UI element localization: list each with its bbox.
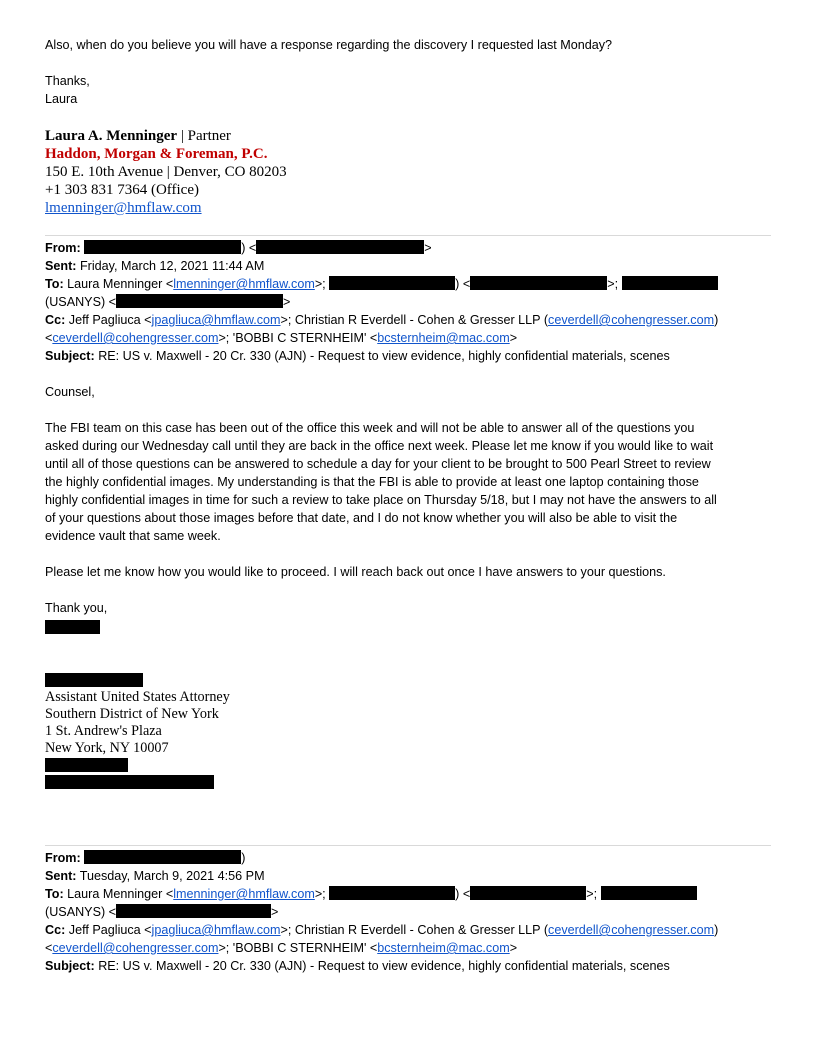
cc-label: Cc: — [45, 923, 66, 937]
sent-label: Sent: — [45, 869, 77, 883]
from-label: From: — [45, 851, 81, 865]
subject-line — [45, 347, 771, 365]
redaction — [45, 775, 214, 789]
redaction — [45, 673, 143, 687]
to-text: > — [271, 905, 279, 919]
signature-email-link[interactable]: lmenninger@hmflaw.com — [45, 200, 202, 216]
cc-line-2 — [45, 939, 771, 957]
paragraph-line: the highly confidential images. My understanding is that the FBI is able to provide at least one laptop containing those — [45, 475, 699, 489]
cc-text: ) — [714, 923, 719, 937]
subject-text: RE: US v. Maxwell - 20 Cr. 330 (AJN) - Request to view evidence, highly confidential materials, scenes — [98, 349, 670, 363]
redaction — [601, 886, 697, 900]
paragraph-line: evidence vault that same week. — [45, 529, 221, 543]
to-email-link[interactable]: lmenninger@hmflaw.com — [173, 277, 315, 291]
to-label: To: — [45, 277, 64, 291]
to-email-link[interactable]: lmenninger@hmflaw.com — [173, 887, 315, 901]
paragraph-line: until all of those questions can be answered to schedule a day for your client to be brought to 500 Pearl Street to review — [45, 457, 711, 471]
cc-text: < — [45, 941, 53, 955]
email-header-1 — [45, 239, 771, 365]
to-text: >; — [314, 277, 330, 291]
subject-line — [45, 957, 771, 975]
to-line — [45, 885, 771, 903]
cc-email-link[interactable]: ceverdell@cohengresser.com — [52, 331, 219, 345]
redaction — [84, 850, 241, 864]
to-line-2 — [45, 903, 771, 921]
cc-email-link[interactable]: bcsternheim@mac.com — [377, 941, 510, 955]
cc-line — [45, 311, 771, 329]
redaction — [470, 886, 586, 900]
cc-email-link[interactable]: bcsternheim@mac.com — [377, 331, 510, 345]
to-text: Laura Menninger < — [67, 887, 174, 901]
signature-firm: Haddon, Morgan & Foreman, P.C. — [45, 146, 268, 162]
cc-text: Jeff Pagliuca < — [68, 313, 152, 327]
to-text: ) < — [455, 277, 471, 291]
from-end: > — [424, 241, 432, 255]
redaction — [622, 276, 718, 290]
from-separator: ) < — [241, 241, 257, 255]
signature-address: 150 E. 10th Avenue | Denver, CO 80203 — [45, 164, 287, 180]
redaction — [470, 276, 607, 290]
redaction — [116, 294, 283, 308]
cc-text: >; Christian R Everdell - Cohen & Gresser LLP ( — [280, 313, 549, 327]
cc-email-link[interactable]: ceverdell@cohengresser.com — [548, 923, 715, 937]
cc-text: < — [45, 331, 53, 345]
signature-title: Partner — [187, 128, 231, 144]
cc-line-2 — [45, 329, 771, 347]
cc-text: >; 'BOBBI C STERNHEIM' < — [218, 331, 378, 345]
paragraph-line: asked during our Wednesday call until they are back in the office next week. Please let me know if you would like to wait — [45, 439, 714, 453]
to-text: > — [283, 295, 291, 309]
divider — [45, 845, 771, 846]
cc-email-link[interactable]: jpagliuca@hmflaw.com — [151, 313, 281, 327]
redaction — [84, 240, 241, 254]
sent-date: Friday, March 12, 2021 11:44 AM — [79, 259, 265, 273]
cc-text: >; 'BOBBI C STERNHEIM' < — [218, 941, 378, 955]
redaction — [116, 904, 271, 918]
cc-label: Cc: — [45, 313, 66, 327]
ausa-city: New York, NY 10007 — [45, 740, 169, 756]
redaction — [329, 886, 455, 900]
to-text: ) < — [455, 887, 471, 901]
ausa-street: 1 St. Andrew's Plaza — [45, 723, 162, 739]
cc-email-link[interactable]: ceverdell@cohengresser.com — [548, 313, 715, 327]
from-end: ) — [241, 851, 246, 865]
to-text: Laura Menninger < — [67, 277, 174, 291]
cc-text: > — [509, 941, 518, 955]
subject-text: RE: US v. Maxwell - 20 Cr. 330 (AJN) - Request to view evidence, highly confidential materials, scenes — [98, 959, 670, 973]
paragraph-line: of your questions about those images before that date, and I do not know whether you will also be able to visit the — [45, 511, 678, 525]
to-line — [45, 275, 771, 293]
redaction — [45, 620, 100, 634]
to-text: (USANYS) < — [45, 295, 117, 309]
redaction — [256, 240, 424, 254]
body-paragraph-1 — [45, 419, 771, 545]
closing: Thank you, — [45, 601, 108, 615]
greeting: Counsel, — [45, 385, 95, 399]
from-label: From: — [45, 241, 81, 255]
email-header-2 — [45, 849, 771, 975]
intro-thanks: Thanks, — [45, 74, 90, 88]
intro-name: Laura — [45, 92, 78, 106]
sent-label: Sent: — [45, 259, 77, 273]
signature-email-line — [45, 199, 771, 217]
cc-email-link[interactable]: jpagliuca@hmflaw.com — [151, 923, 281, 937]
paragraph-line: highly confidential images in time for such a review to take place on Thursday 5/18, but I may not have the answers to all — [45, 493, 717, 507]
signature-name-line — [45, 127, 771, 145]
sent-line — [45, 867, 771, 885]
cc-text: ) — [714, 313, 719, 327]
divider — [45, 235, 771, 236]
signature-phone: +1 303 831 7364 (Office) — [45, 182, 199, 198]
sent-date: Tuesday, March 9, 2021 4:56 PM — [79, 869, 265, 883]
to-text: >; — [314, 887, 330, 901]
cc-line — [45, 921, 771, 939]
from-line — [45, 239, 771, 257]
cc-email-link[interactable]: ceverdell@cohengresser.com — [52, 941, 219, 955]
cc-text: >; Christian R Everdell - Cohen & Gresser LLP ( — [280, 923, 549, 937]
to-text: >; — [607, 277, 622, 291]
to-text: >; — [586, 887, 601, 901]
to-text: (USANYS) < — [45, 905, 117, 919]
from-line — [45, 849, 771, 867]
intro-question: Also, when do you believe you will have a response regarding the discovery I requested last Monday? — [45, 38, 613, 52]
signature-separator: | — [177, 128, 188, 144]
to-line-2 — [45, 293, 771, 311]
subject-label: Subject: — [45, 349, 95, 363]
ausa-district: Southern District of New York — [45, 706, 219, 722]
cc-text: Jeff Pagliuca < — [68, 923, 152, 937]
body-paragraph-2: Please let me know how you would like to proceed. I will reach back out once I have answers to your questions. — [45, 565, 666, 579]
subject-label: Subject: — [45, 959, 95, 973]
to-label: To: — [45, 887, 64, 901]
signature-name: Laura A. Menninger — [45, 128, 178, 144]
ausa-title: Assistant United States Attorney — [45, 689, 230, 705]
paragraph-line: The FBI team on this case has been out of the office this week and will not be able to answer all of the questions you — [45, 421, 695, 435]
redaction — [329, 276, 455, 290]
sent-line — [45, 257, 771, 275]
redaction — [45, 758, 128, 772]
cc-text: > — [509, 331, 518, 345]
